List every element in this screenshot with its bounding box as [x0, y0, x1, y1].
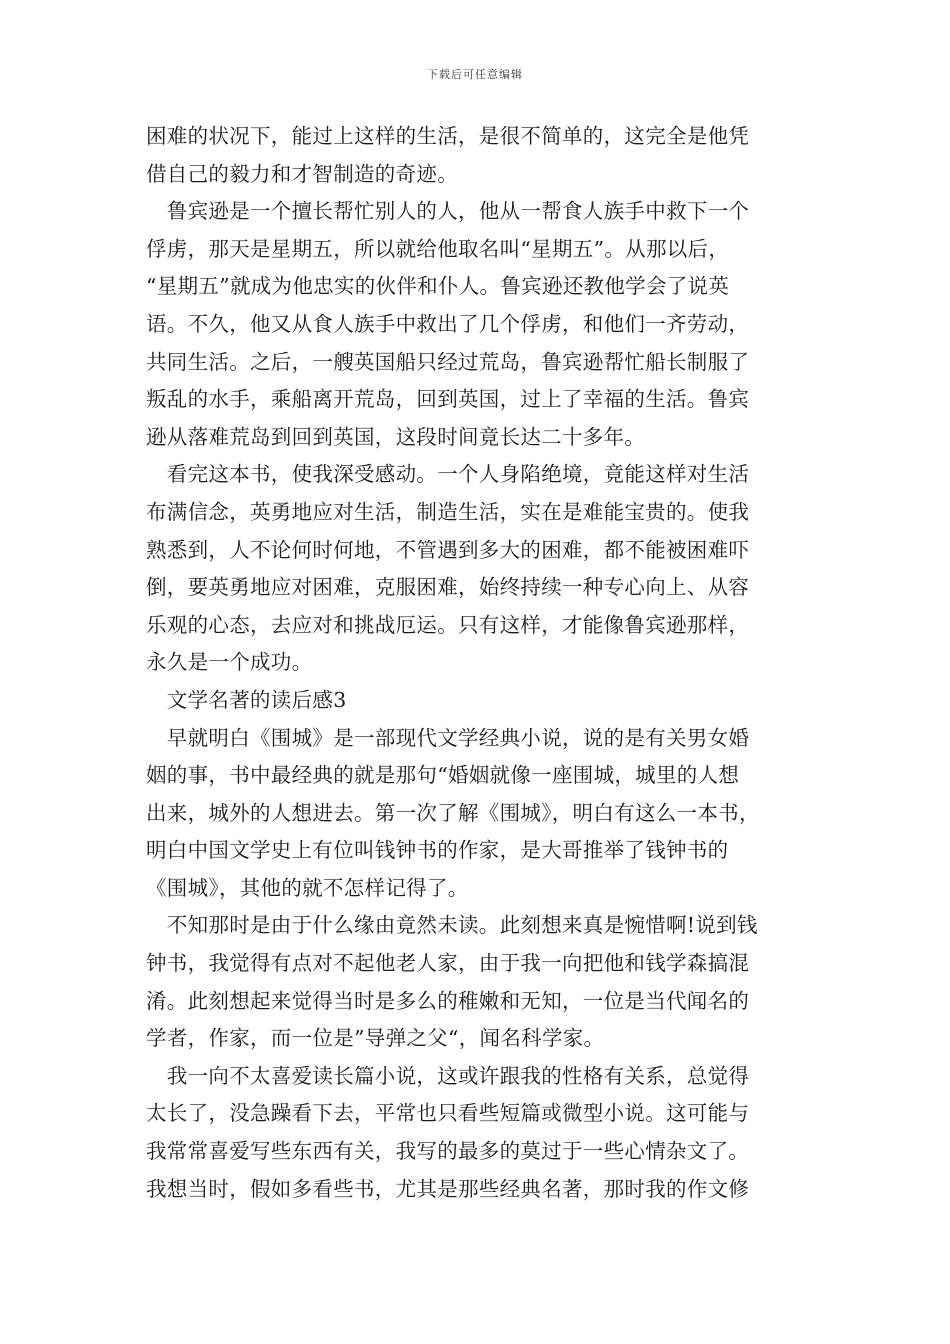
- text-line: 逊从落难荒岛到回到英国，这段时间竟长达二十多年。: [146, 424, 646, 449]
- text-line: 我常常喜爱写些东西有关，我写的最多的莫过于一些心情杂文了。: [146, 1139, 750, 1164]
- document-body: [146, 118, 811, 1208]
- text-line: 熟悉到，人不论何时何地，不管遇到多大的困难，都不能被困难吓: [146, 537, 750, 562]
- text-line: 永久是一个成功。: [146, 650, 313, 675]
- text-line: 出来，城外的人想进去。第一次了解《围城》，明白有这么一本书，: [146, 800, 760, 825]
- text-line: 乐观的心态，去应对和挑战厄运。只有这样，才能像鲁宾逊那样，: [146, 612, 750, 637]
- text-line: 共同生活。之后，一艘英国船只经过荒岛，鲁宾逊帮忙船长制服了: [146, 349, 750, 374]
- text-line: 我想当时，假如多看些书，尤其是那些经典名著，那时我的作文修: [146, 1176, 750, 1201]
- text-line: 早就明白《围城》是一部现代文学经典小说，说的是有关男女婚: [146, 725, 750, 750]
- text-line: 俘虏，那天是星期五，所以就给他取名叫“星期五”。从那以后，: [146, 236, 730, 261]
- text-line: 太长了，没急躁看下去，平常也只看些短篇或微型小说。这可能与: [146, 1101, 750, 1126]
- text-line: 借自己的毅力和才智制造的奇迹。: [146, 161, 458, 186]
- text-line: 钟书，我觉得有点对不起他老人家，由于我一向把他和钱学森搞混: [146, 951, 750, 976]
- text-line: 《围城》，其他的就不怎样记得了。: [146, 875, 469, 900]
- text-line: 不知那时是由于什么缘由竟然未读。此刻想来真是惋惜啊!说到钱: [146, 913, 758, 938]
- text-line: 淆。此刻想起来觉得当时是多么的稚嫩和无知，一位是当代闻名的: [146, 988, 750, 1013]
- text-line: 姻的事，书中最经典的就是那句“婚姻就像一座围城，城里的人想: [146, 763, 740, 788]
- text-line: 文学名著的读后感3: [146, 687, 347, 712]
- text-line: 语。不久，他又从食人族手中救出了几个俘虏，和他们一齐劳动，: [146, 311, 750, 336]
- text-line: 我一向不太喜爱读长篇小说，这或许跟我的性格有关系，总觉得: [146, 1063, 750, 1088]
- text-line: 倒，要英勇地应对困难，克服困难，始终持续一种专心向上、从容: [146, 575, 750, 600]
- text-line: 困难的状况下，能过上这样的生活，是很不简单的，这完全是他凭: [146, 124, 750, 148]
- text-line: 叛乱的水手，乘船离开荒岛，回到英国，过上了幸福的生活。鲁宾: [146, 387, 750, 412]
- text-line: “星期五”就成为他忠实的伙伴和仆人。鲁宾逊还教他学会了说英: [146, 274, 730, 299]
- text-line: 明白中国文学史上有位叫钱钟书的作家，是大哥推举了钱钟书的: [146, 838, 729, 863]
- text-line: 布满信念，英勇地应对生活，制造生活，实在是难能宝贵的。使我: [146, 499, 750, 524]
- page-header: 下载后可任意编辑: [427, 68, 523, 81]
- text-line: 看完这本书，使我深受感动。一个人身陷绝境，竟能这样对生活: [146, 462, 750, 487]
- text-line: 学者，作家，而一位是”导弹之父“，闻名科学家。: [146, 1026, 605, 1051]
- text-line: 鲁宾逊是一个擅长帮忙别人的人，他从一帮食人族手中救下一个: [146, 199, 750, 224]
